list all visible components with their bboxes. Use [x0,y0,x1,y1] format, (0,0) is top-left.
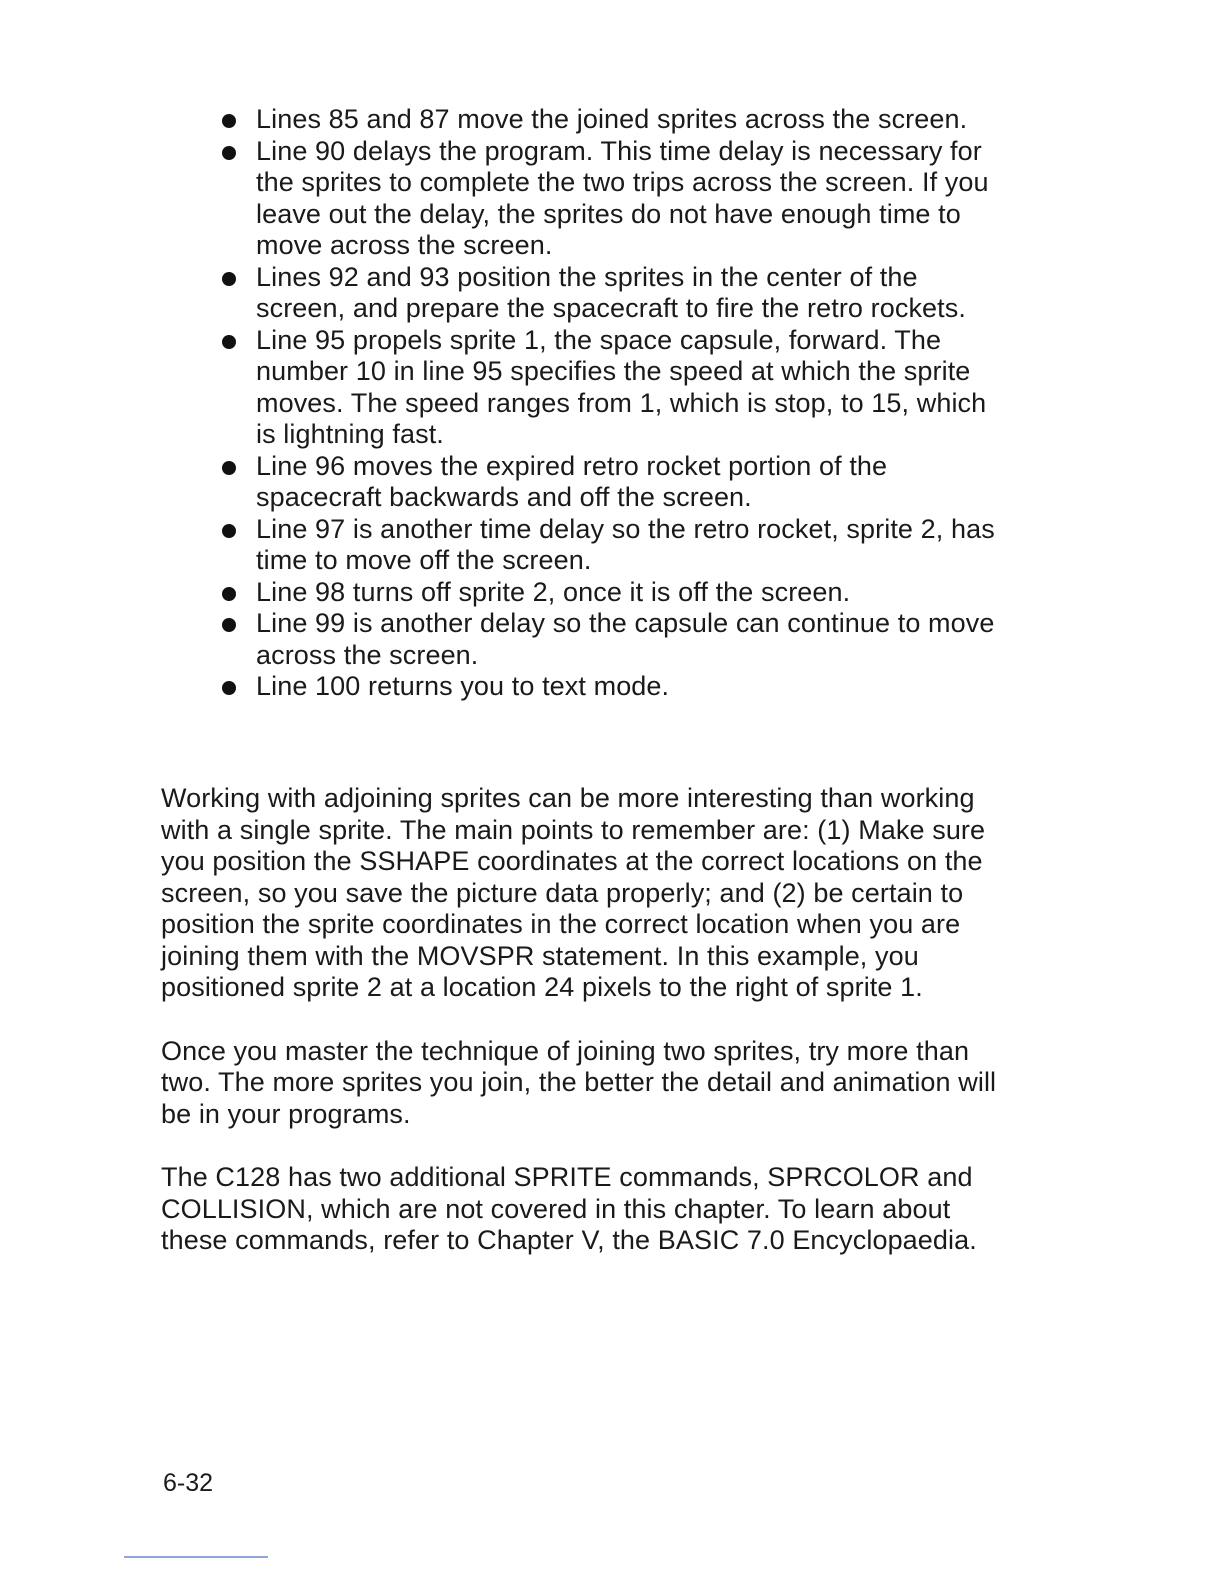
bullet-icon [222,146,236,160]
bullet-icon [222,618,236,632]
bullet-icon [222,114,236,128]
list-item [222,325,1012,451]
list-item [222,262,1012,325]
bullet-icon [222,587,236,601]
list-item-text: Lines 92 and 93 position the sprites in the center of the screen, and prepare the spacecraft to fire the retro rockets. [256,261,966,323]
bullet-icon [222,461,236,475]
list-item [222,608,1012,671]
paragraph-joining-more-sprites: Once you master the technique of joining two sprites, try more than two. The more sprites you join, the better the detail and animation will be in your programs. [161,1035,997,1129]
list-item [222,514,1012,577]
paragraph-adjoining-sprites: Working with adjoining sprites can be more interesting than working with a single sprite. The main points to remember are: (1) Make sure you position the SSHAPE coordinates at the correct locations on the screen, so you save the picture data properly; and (2) be certain to position the sprite coordinates in the correct location when you are joining them with the MOVSPR statement. In this example, you positioned sprite 2 at a location 24 pixels to the right of sprite 1. [161,783,986,1002]
bullet-icon [222,272,236,286]
bullet-icon [222,335,236,349]
list-item [222,671,1012,703]
bullet-icon [222,524,236,538]
list-item-text: Line 99 is another delay so the capsule can continue to move across the screen. [256,608,995,670]
list-item [222,451,1012,514]
list-item-text: Line 96 moves the expired retro rocket portion of the spacecraft backwards and off the screen. [256,450,888,512]
list-item-text: Line 97 is another time delay so the retro rocket, sprite 2, has time to move off the screen. [256,513,995,575]
list-item [222,136,1012,262]
list-item-text: Line 98 turns off sprite 2, once it is off the screen. [256,576,851,607]
list-item-text: Line 95 propels sprite 1, the space capsule, forward. The number 10 in line 95 specifies the speed at which the sprite moves. The speed ranges from 1, which is stop, to 15, which is lightning fast. [256,324,987,449]
list-item [222,577,1012,609]
list-item-text: Lines 85 and 87 move the joined sprites across the screen. [256,104,968,134]
footer-divider [124,1556,268,1558]
bullet-icon [222,681,236,695]
list-item [222,104,1012,136]
paragraph-additional-commands: The C128 has two additional SPRITE commands, SPRCOLOR and COLLISION, which are not covered in this chapter. To learn about these commands, refer to Chapter V, the BASIC 7.0 Encyclopaedia. [161,1162,977,1255]
list-item-text: Line 100 returns you to text mode. [256,671,670,701]
bullet-list [222,104,1012,703]
list-item-text: Line 90 delays the program. This time delay is necessary for the sprites to complete the two trips across the screen. If you leave out the delay, the sprites do not have enough time to move across the screen. [256,135,989,260]
body-text [161,783,1011,1289]
page-number: 6-32 [163,1469,214,1497]
